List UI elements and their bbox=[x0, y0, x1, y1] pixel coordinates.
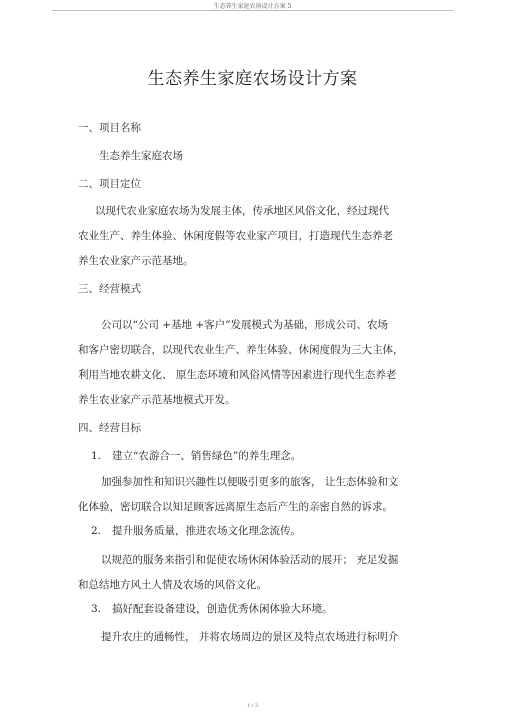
paragraph-line: 和客户密切联合，以现代农业生产、养生体验、休闲度假为三大主体， bbox=[78, 344, 404, 356]
paragraph-line: 生态养生家庭农场 bbox=[99, 150, 183, 162]
goal-number: 2. bbox=[91, 525, 102, 537]
goal-title: 搞好配套设备建设，创造优秀休闲体验大环境。 bbox=[112, 603, 333, 615]
paragraph-line: 养生农业家产示范基地。 bbox=[78, 255, 194, 267]
paragraph-line: 以现代农业家庭农场为发展主体，传承地区风俗文化，经过现代 bbox=[95, 205, 389, 217]
paragraph-line: 化体验，密切联合以知足顾客远离原生态后产生的亲密自然的诉求。 bbox=[78, 501, 393, 513]
running-header: 生态养生家庭农场设计方案 5 bbox=[213, 3, 292, 10]
section-heading-business-model: 三、经营模式 bbox=[78, 283, 141, 295]
paragraph-line: 养生农业家产示范基地模式开发。 bbox=[78, 394, 236, 406]
paragraph-line: 提升农庄的通畅性， 并将农场周边的景区及特点农场进行标明介 bbox=[101, 631, 399, 643]
goal-title: 提升服务质量，推进农场文化理念流传。 bbox=[112, 525, 301, 537]
paragraph-line: 公司以“公司 +基地 +客户”发展模式为基础，形成公司、农场 bbox=[101, 319, 389, 331]
goal-number: 1. bbox=[91, 450, 102, 462]
paragraph-line: 利用当地农耕文化、 原生态环境和风俗风情等因素进行现代生态养老 bbox=[78, 369, 397, 381]
paragraph-line: 和总结地方风土人情及农场的风俗文化。 bbox=[78, 579, 267, 591]
goal-title: 建立“农游合一、销售绿色”的养生理念。 bbox=[112, 450, 302, 462]
section-heading-positioning: 二、项目定位 bbox=[78, 178, 141, 190]
paragraph-line: 加强参加性和知识兴趣性以便吸引更多的旅客， 让生态体验和文 bbox=[101, 476, 399, 488]
section-heading-business-goals: 四、经营目标 bbox=[78, 422, 141, 434]
section-heading-name: 一、项目名称 bbox=[78, 122, 141, 134]
paragraph-line: 以规范的服务来指引和促使农场休闲体验活动的展开； 充足发掘 bbox=[101, 554, 399, 566]
document-title: 生态养生家庭农场设计方案 bbox=[147, 69, 358, 89]
paragraph-line: 农业生产、养生体验、休闲度假等农业家产项目，打造现代生态养老 bbox=[78, 230, 393, 242]
goal-number: 3. bbox=[91, 603, 102, 615]
page-number: 1 / 3 bbox=[246, 703, 259, 709]
header-rule bbox=[52, 10, 453, 11]
